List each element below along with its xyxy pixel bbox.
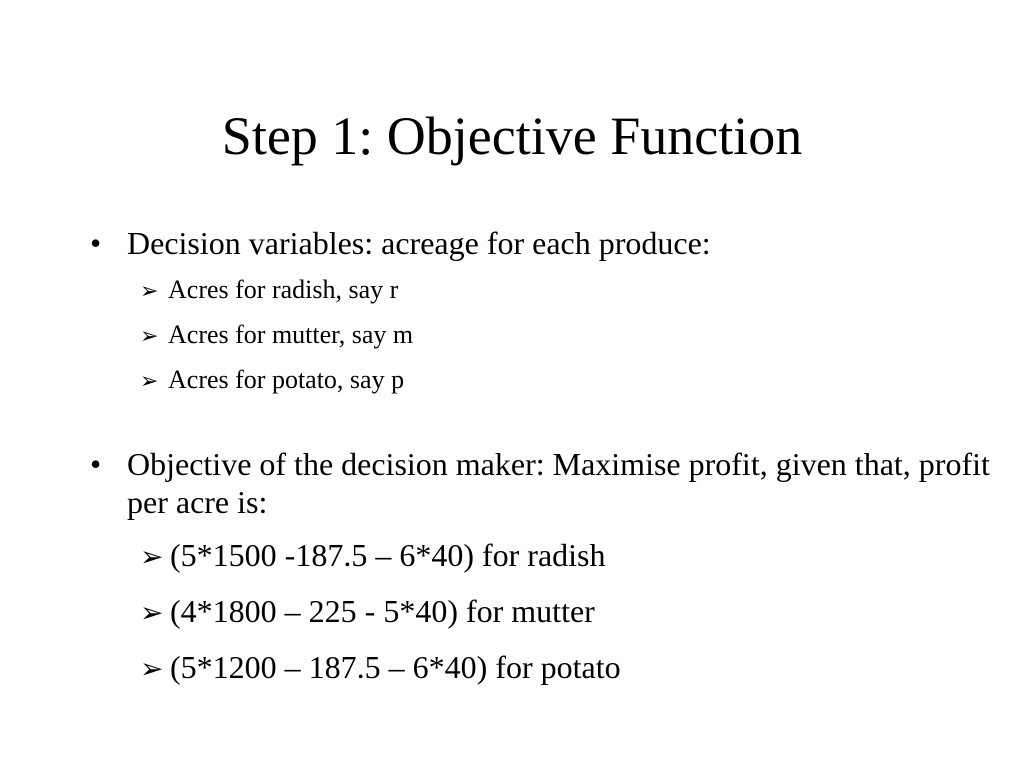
- sub-item-potato-acres: [140, 364, 990, 397]
- sub-item-text: (5*1200 – 187.5 – 6*40) for potato: [170, 649, 621, 685]
- sub-item-radish-profit: [140, 536, 990, 577]
- arrow-bullet-icon: ➢: [140, 368, 159, 393]
- arrow-bullet-icon: ➢: [140, 278, 159, 303]
- bullet-text: Decision variables: acreage for each produce:: [127, 225, 711, 261]
- sub-item-text: (5*1500 -187.5 – 6*40) for radish: [170, 537, 606, 573]
- sub-item-mutter-profit: [140, 592, 990, 633]
- bullet-objective: [90, 445, 990, 521]
- sub-item-text: Acres for radish, say r: [168, 275, 399, 304]
- sub-item-text: Acres for potato, say p: [168, 365, 405, 394]
- bullet-marker: •: [90, 225, 102, 261]
- spacer: [90, 397, 990, 445]
- arrow-bullet-icon: ➢: [140, 542, 164, 573]
- sub-item-mutter-acres: [140, 319, 990, 352]
- slide-title: Step 1: Objective Function: [221, 106, 803, 166]
- slide-content: [90, 224, 990, 689]
- bullet-decision-variables: [90, 224, 990, 262]
- arrow-bullet-icon: ➢: [140, 323, 159, 348]
- bullet-marker: •: [90, 446, 102, 482]
- arrow-bullet-icon: ➢: [140, 598, 164, 629]
- sub-item-text: Acres for mutter, say m: [168, 320, 414, 349]
- sub-item-radish-acres: [140, 274, 990, 307]
- arrow-bullet-icon: ➢: [140, 654, 164, 685]
- bullet-text: Objective of the decision maker: Maximise profit, given that, profit per acre is:: [127, 446, 990, 520]
- sub-item-text: (4*1800 – 225 - 5*40) for mutter: [170, 593, 595, 629]
- sub-item-potato-profit: [140, 648, 990, 689]
